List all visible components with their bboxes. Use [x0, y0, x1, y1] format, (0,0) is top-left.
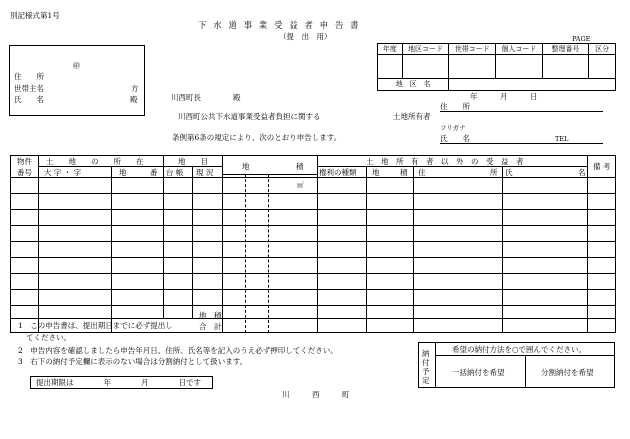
row-line	[10, 257, 616, 258]
addressee: 川西町長	[171, 93, 201, 102]
address-label: 住 所	[14, 72, 44, 81]
seal-mark: ㊞	[73, 62, 80, 70]
h-ban: 番	[150, 168, 158, 177]
owner-address-line[interactable]	[440, 111, 603, 112]
row-line	[10, 305, 616, 306]
code-cell[interactable]	[378, 55, 403, 79]
owner-name-line[interactable]	[440, 143, 603, 144]
row-line	[10, 273, 616, 274]
code-cell[interactable]	[449, 55, 496, 79]
payment-side: 納	[422, 349, 430, 358]
payment-side: 予	[422, 367, 430, 376]
payment-option-split[interactable]: 分割納付を希望	[541, 368, 594, 377]
district-label: 地 区 名	[378, 79, 449, 91]
h-oaza: 大 字 ・ 字	[44, 168, 82, 177]
page-title: 下 水 道 事 業 受 益 者 申 告 書	[198, 21, 361, 31]
body-text-1: 川西町公共下水道事業受益者負担に関する	[178, 112, 321, 121]
h-others: 土 地 所 有 者 以 外 の 受 益 者	[366, 157, 524, 166]
code-table	[377, 43, 616, 91]
main-table	[10, 155, 616, 333]
payment-side: 定	[422, 376, 430, 385]
name-dono: 殿	[130, 95, 138, 104]
deadline-text: 提出期限は 年 月 日です	[36, 378, 201, 387]
code-cell[interactable]	[542, 55, 589, 79]
h-o-addr-1: 住	[418, 168, 426, 177]
h-location: 土 地 の 所 在	[46, 157, 144, 166]
date-line: 年 月 日	[470, 92, 538, 101]
row-line	[10, 241, 616, 242]
form-number: 別記様式第1号	[10, 11, 60, 20]
col-line	[111, 166, 112, 333]
col-line	[587, 155, 588, 333]
owner-name-label: 氏 名	[440, 134, 470, 143]
row-line	[10, 289, 616, 290]
col-line	[192, 166, 193, 318]
body-text-2: 条例第6条の規定により、次のとおり申告します。	[172, 133, 342, 142]
col-line	[317, 155, 318, 333]
h-bangou: 番号	[17, 168, 32, 177]
h-o-area-2: 積	[400, 168, 408, 177]
area-header-line	[222, 174, 317, 175]
owner-address-label: 住 所	[440, 102, 470, 111]
page-subtitle: （提 出 用）	[279, 32, 332, 41]
householder-sama: 方	[131, 84, 139, 93]
area-dash-line	[245, 174, 246, 333]
h-o-name-1: 氏	[505, 168, 513, 177]
payment-instruction: 希望の納付方法を○で囲んでください。	[452, 345, 587, 354]
total-label-1: 地 積	[199, 311, 222, 320]
col-line	[502, 166, 503, 333]
code-header: 区分	[589, 44, 616, 55]
area-dash-line	[268, 174, 269, 333]
h-o-addr-2: 所	[490, 168, 498, 177]
footer-town: 川 西 町	[282, 390, 350, 399]
code-header: 個人コード	[496, 44, 543, 55]
householder-label: 世帯主名	[14, 84, 44, 93]
page-label: PAGE	[572, 35, 591, 43]
h-right-type: 権利の種類	[319, 168, 357, 177]
note-3: 3 右下の納付予定欄に表示のない場合は分割納付として扱います。	[18, 357, 248, 366]
h-o-name-2: 名	[578, 168, 586, 177]
code-cell[interactable]	[496, 55, 543, 79]
row-line	[10, 193, 616, 194]
code-cell[interactable]	[589, 55, 616, 79]
row-line	[10, 225, 616, 226]
col-line	[163, 155, 164, 318]
code-header: 世帯コード	[449, 44, 496, 55]
payment-divider	[435, 342, 436, 388]
h-o-area-1: 地	[372, 168, 380, 177]
row-line	[10, 209, 616, 210]
note-2: 2 申告内容を確認しましたら申告年月日、住所、氏名等を記入のうえ必ず押印してください。	[18, 346, 338, 355]
h-area-1: 地	[242, 162, 250, 171]
h-bukken: 物件	[17, 157, 32, 166]
col-line	[222, 155, 223, 333]
header-sub-line	[317, 166, 587, 167]
header-sub-line	[38, 166, 222, 167]
addressee-dono: 殿	[233, 93, 241, 102]
code-header: 年度	[378, 44, 403, 55]
note-1: 1 この申告書は、提出期日までに必ず提出し	[18, 321, 173, 330]
h-area-2: 積	[296, 162, 304, 171]
district-cell[interactable]	[449, 79, 616, 91]
owner-tel-label: TEL	[555, 135, 569, 143]
name-label: 氏 名	[14, 95, 44, 104]
payment-option-lump[interactable]: 一括納付を希望	[452, 368, 505, 377]
row-line	[10, 318, 616, 319]
code-header: 地区コード	[402, 44, 449, 55]
payment-divider	[525, 355, 526, 388]
owner-furigana-label: フリガナ	[440, 124, 466, 132]
code-header: 整理番号	[542, 44, 589, 55]
h-remarks: 備 考	[593, 162, 611, 171]
total-label-2: 合 計	[199, 322, 222, 331]
col-line	[38, 155, 39, 333]
h-daichou: 台 帳	[166, 168, 184, 177]
header-bottom-line	[10, 177, 616, 178]
h-chimoku: 地 目	[178, 157, 208, 166]
h-genkyou: 現 況	[196, 168, 214, 177]
note-1-cont: てください。	[26, 333, 71, 342]
col-line	[366, 166, 367, 333]
h-chi: 地	[119, 168, 127, 177]
col-line	[413, 166, 414, 333]
code-cell[interactable]	[402, 55, 449, 79]
area-unit: ㎡	[297, 181, 304, 189]
payment-side: 付	[422, 358, 430, 367]
owner-label: 土地所有者	[393, 112, 431, 121]
